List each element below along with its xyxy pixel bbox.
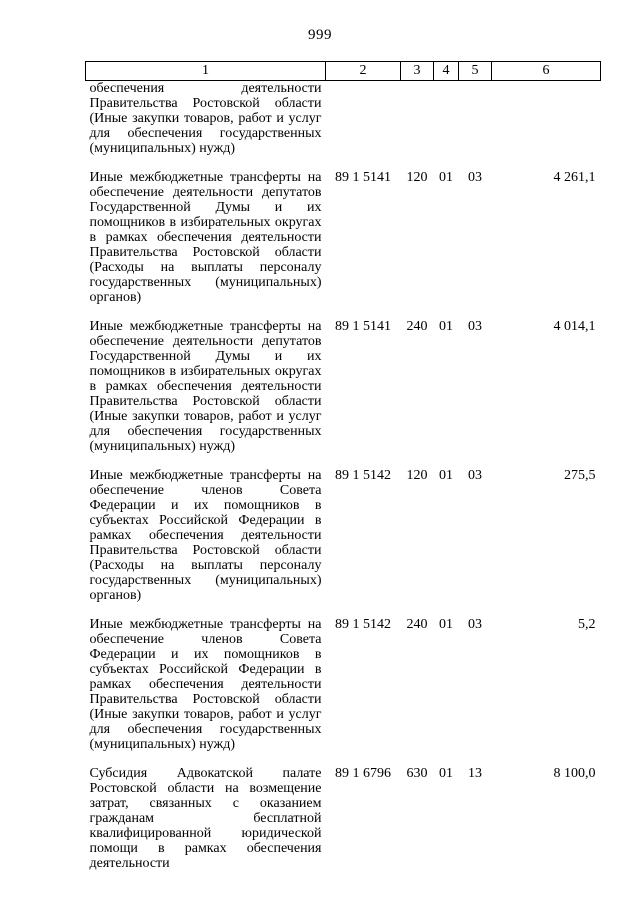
- row-pr: 03: [468, 468, 482, 483]
- row-description: Иные межбюджетные трансферты на обеспечение членов Совета Федерации и их помощников в субъектах Российской Федерации в рамках обеспечения деятельности Правительства Ростовской области (Расходы на выплаты персоналу государственных (муниципальных) органов): [89, 468, 322, 603]
- row-amount: 4 014,1: [553, 319, 596, 334]
- row-pr: [459, 81, 492, 171]
- header-col-2: 2: [326, 62, 401, 81]
- row-description: Иные межбюджетные трансферты на обеспечение деятельности депутатов Государственной Думы и их помощников в избирательных округах в рамках обеспечения деятельности Правительства Ростовской области (Расходы на выплаты персоналу государственных (муниципальных) органов): [89, 170, 322, 305]
- row-description: Иные межбюджетные трансферты на обеспечение членов Совета Федерации и их помощников в субъектах Российской Федерации в рамках обеспечения деятельности Правительства Ростовской области (Иные закупки товаров, работ и услуг для обеспечения государственных (муниципальных) нужд): [89, 617, 322, 752]
- page-number: 999: [308, 27, 332, 43]
- row-vr: 120: [406, 170, 428, 185]
- row-vr: 240: [406, 617, 428, 632]
- row-amount: 275,5: [564, 468, 596, 483]
- row-pr: 03: [468, 617, 482, 632]
- row-csr: 89 1 5141: [335, 170, 391, 185]
- row-rz: 01: [439, 468, 453, 483]
- row-pr: 03: [468, 170, 482, 185]
- row-amount: 4 261,1: [553, 170, 596, 185]
- row-csr: [326, 81, 401, 171]
- row-rz: 01: [439, 617, 453, 632]
- table-row: [86, 468, 601, 617]
- row-vr: 240: [406, 319, 428, 334]
- header-col-6: 6: [492, 62, 601, 81]
- row-rz: 01: [439, 319, 453, 334]
- row-vr: 120: [406, 468, 428, 483]
- table-row: [86, 617, 601, 766]
- row-description: обеспечения деятельности Правительства Ростовской области (Иные закупки товаров, работ и услуг для обеспечения государственных (муниципальных) нужд): [89, 81, 322, 156]
- header-col-1: 1: [86, 62, 326, 81]
- row-rz: 01: [439, 170, 453, 185]
- row-pr: 03: [468, 319, 482, 334]
- row-pr: 13: [468, 766, 482, 781]
- row-csr: 89 1 5142: [335, 617, 391, 632]
- header-col-3: 3: [401, 62, 434, 81]
- row-amount: 5,2: [578, 617, 596, 632]
- row-csr: 89 1 5141: [335, 319, 391, 334]
- row-vr: [401, 81, 434, 171]
- budget-table: [85, 61, 601, 885]
- header-col-4: 4: [434, 62, 459, 81]
- header-col-5: 5: [459, 62, 492, 81]
- table-row: [86, 170, 601, 319]
- row-rz: [434, 81, 459, 171]
- row-description: Субсидия Адвокатской палате Ростовской области на возмещение затрат, связанных с оказанием гражданам бесплатной квалифицированной юридической помощи в рамках обеспечения деятельности: [89, 766, 322, 871]
- table-row: [86, 766, 601, 885]
- row-csr: 89 1 5142: [335, 468, 391, 483]
- row-description: Иные межбюджетные трансферты на обеспечение деятельности депутатов Государственной Думы и их помощников в избирательных округах в рамках обеспечения деятельности Правительства Ростовской области (Иные закупки товаров, работ и услуг для обеспечения государственных (муниципальных) нужд): [89, 319, 322, 454]
- row-rz: 01: [439, 766, 453, 781]
- row-vr: 630: [406, 766, 428, 781]
- table-row: [86, 81, 601, 171]
- table-header-row: [86, 62, 601, 81]
- row-amount: [492, 81, 601, 171]
- row-csr: 89 1 6796: [335, 766, 391, 781]
- row-amount: 8 100,0: [553, 766, 596, 781]
- table-row: [86, 319, 601, 468]
